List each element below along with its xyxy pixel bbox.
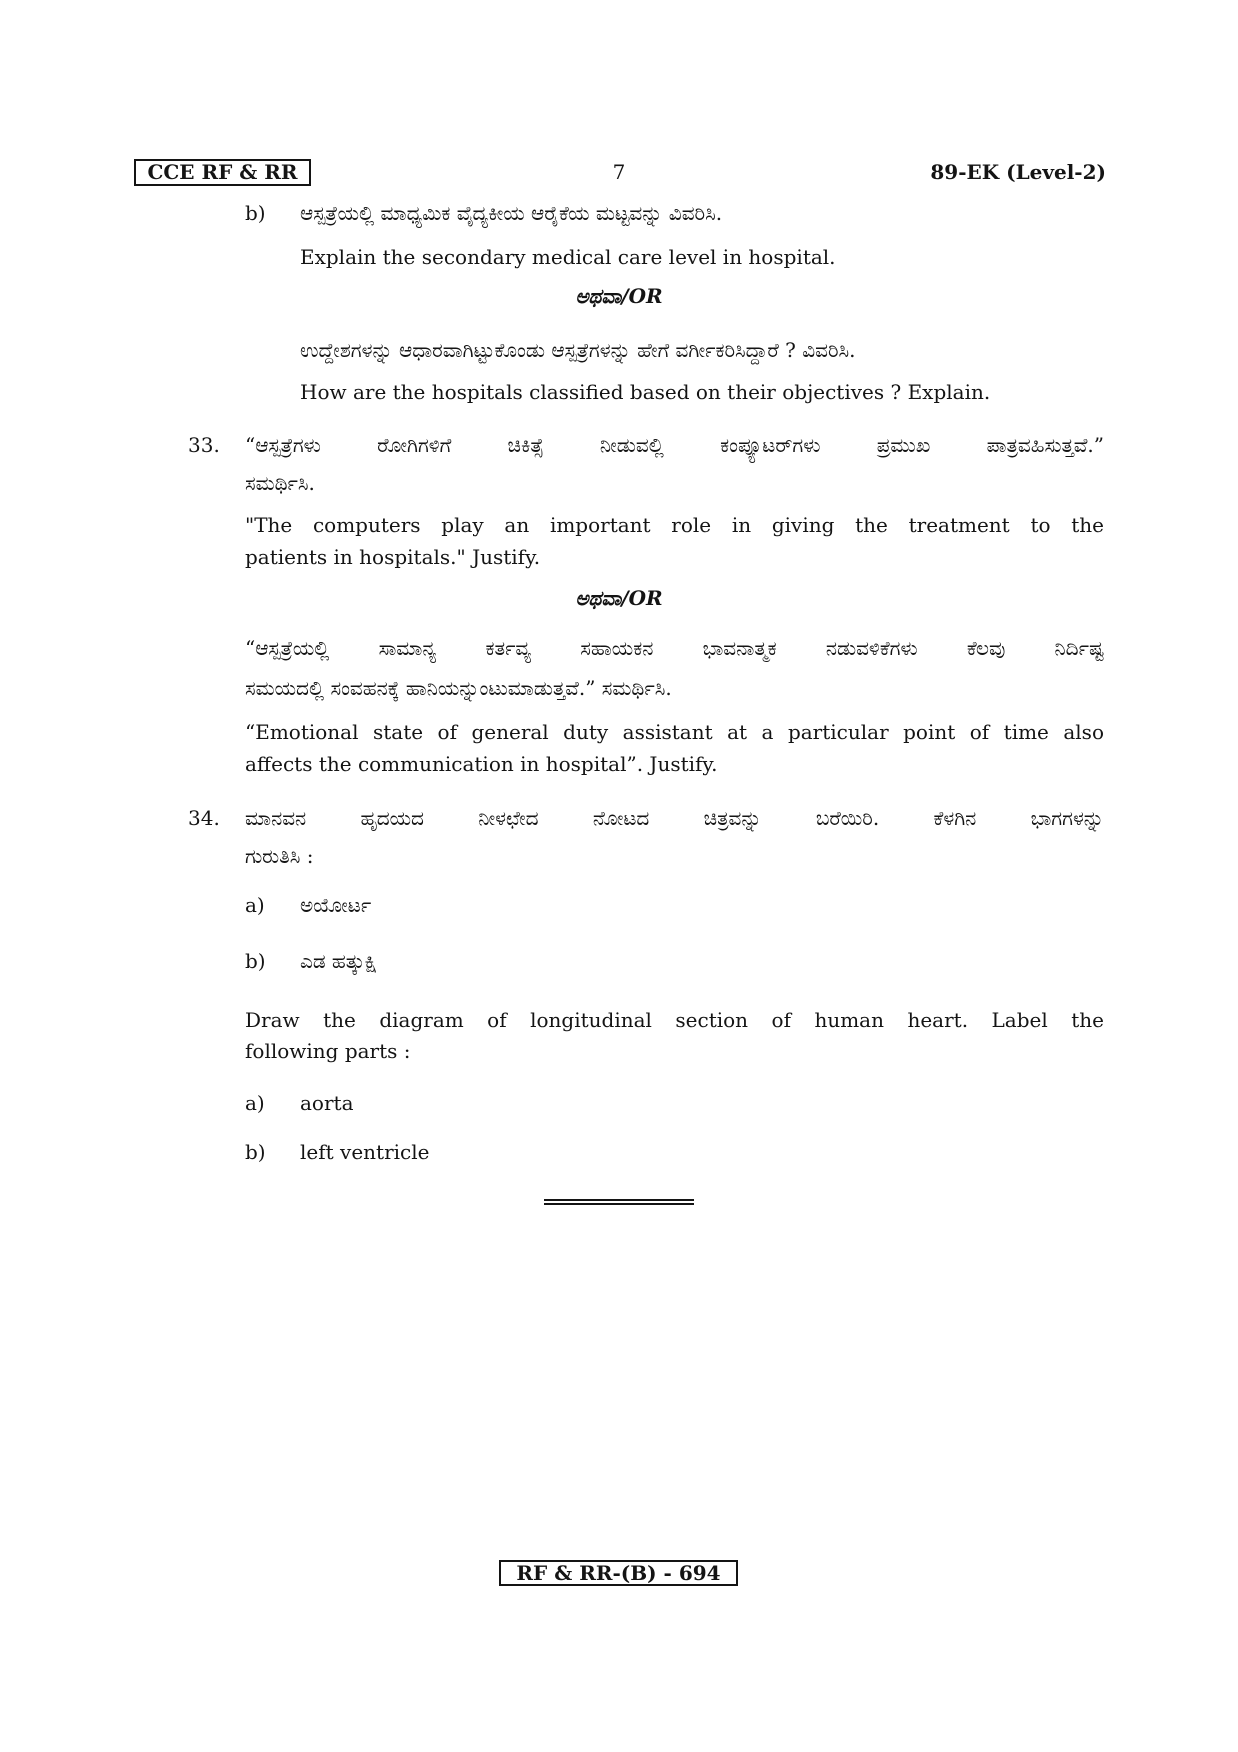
english-part-item — [0, 1136, 1238, 1168]
english-line: patients in hospitals." Justify. — [245, 545, 541, 569]
kannada-part-item — [0, 885, 1238, 925]
kannada-line: “ಆಸ್ಪತ್ರೆಗಳು ರೋಗಿಗಳಿಗೆ ಚಿಕಿತ್ಸೆ ನೀಡುವಲ್ಲಿ ಕಂಪ್ಯೂಟರ್‌ಗಳು ಪ್ರಮುಖ ಪಾತ್ರವಹಿಸುತ್ತವೆ.” — [245, 433, 1104, 457]
english-part-item — [0, 1087, 1238, 1119]
english-line: following parts : — [245, 1039, 411, 1063]
english-line: Draw the diagram of longitudinal section of human heart. Label the — [245, 1008, 1104, 1032]
part-text: ಅಯೋರ್ಟ — [300, 893, 372, 917]
part-label: b) — [245, 949, 266, 973]
footer-code-box — [499, 1560, 738, 1586]
question-34-kannada-text — [245, 799, 1104, 875]
kannada-part-item — [0, 941, 1238, 981]
english-line: "The computers play an important role in giving the treatment to the — [245, 513, 1104, 537]
kannada-line: ಗುರುತಿಸಿ : — [245, 844, 314, 868]
part-text: aorta — [300, 1091, 354, 1115]
question-33-alternative-english-text — [245, 716, 1104, 780]
header-series-label: CCE RF & RR — [147, 160, 298, 184]
footer-code-label: RF & RR-(B) - 694 — [516, 1561, 721, 1585]
part-b-english-text: Explain the secondary medical care level in hospital. — [300, 245, 836, 269]
paper-code: 89-EK (Level-2) — [930, 160, 1106, 184]
part-label: a) — [245, 893, 265, 917]
question-number: 33. — [188, 433, 220, 457]
alternative-english-text: How are the hospitals classified based on their objectives ? Explain. — [300, 380, 991, 404]
question-content — [0, 193, 1238, 1205]
part-b-kannada-text: ಆಸ್ಪತ್ರೆಯಲ್ಲಿ ಮಾಧ್ಯಮಿಕ ವೈದ್ಯಕೀಯ ಆರೈಕೆಯ ಮಟ್ಟವನ್ನು ವಿವರಿಸಿ. — [300, 201, 723, 225]
part-label: b) — [245, 201, 266, 225]
part-text: left ventricle — [300, 1140, 430, 1164]
kannada-line: ಸಮರ್ಥಿಸಿ. — [245, 471, 315, 495]
question-34-kannada-row — [0, 799, 1238, 875]
question-33-kannada-row — [0, 426, 1238, 502]
part-label: a) — [245, 1091, 265, 1115]
header-series-box — [134, 159, 311, 186]
part-b-kannada-row — [0, 193, 1238, 233]
question-34-english-text — [245, 1005, 1104, 1067]
kannada-line: “ಆಸ್ಪತ್ರೆಯಲ್ಲಿ ಸಾಮಾನ್ಯ ಕರ್ತವ್ಯ ಸಹಾಯಕನ ಭಾವನಾತ್ಮಕ ನಡುವಳಿಕೆಗಳು ಕೆಲವು ನಿರ್ದಿಷ್ಟ — [245, 636, 1104, 660]
part-text: ಎಡ ಹತ್ಕುಕ್ಷಿ — [300, 949, 378, 973]
question-number: 34. — [188, 806, 220, 830]
or-separator: ಅಥವಾ/OR — [575, 586, 663, 610]
question-33-alternative-kannada-text — [245, 628, 1104, 708]
or-separator: ಅಥವಾ/OR — [575, 284, 663, 308]
kannada-line: ಸಮಯದಲ್ಲಿ ಸಂವಹನಕ್ಕೆ ಹಾನಿಯನ್ನುಂಟುಮಾಡುತ್ತವೆ.” ಸಮರ್ಥಿಸಿ. — [245, 676, 672, 700]
english-line: “Emotional state of general duty assistant at a particular point of time also — [245, 720, 1104, 744]
part-label: b) — [245, 1140, 266, 1164]
question-33-kannada-text — [245, 426, 1104, 502]
kannada-line: ಮಾನವನ ಹೃದಯದ ನೀಳಛೇದ ನೋಟದ ಚಿತ್ರವನ್ನು ಬರೆಯಿರಿ. ಕೆಳಗಿನ ಭಾಗಗಳನ್ನು — [245, 806, 1104, 830]
page-number: 7 — [612, 160, 626, 184]
alternative-kannada-text: ಉದ್ದೇಶಗಳನ್ನು ಆಧಾರವಾಗಿಟ್ಟುಕೊಂಡು ಆಸ್ಪತ್ರೆಗಳನ್ನು ಹೇಗೆ ವರ್ಗೀಕರಿಸಿದ್ದಾರೆ ? ವಿವರಿಸಿ. — [300, 338, 856, 362]
end-double-rule-divider — [544, 1199, 694, 1205]
english-line: affects the communication in hospital”. Justify. — [245, 752, 718, 776]
question-33-english-text — [245, 509, 1104, 573]
